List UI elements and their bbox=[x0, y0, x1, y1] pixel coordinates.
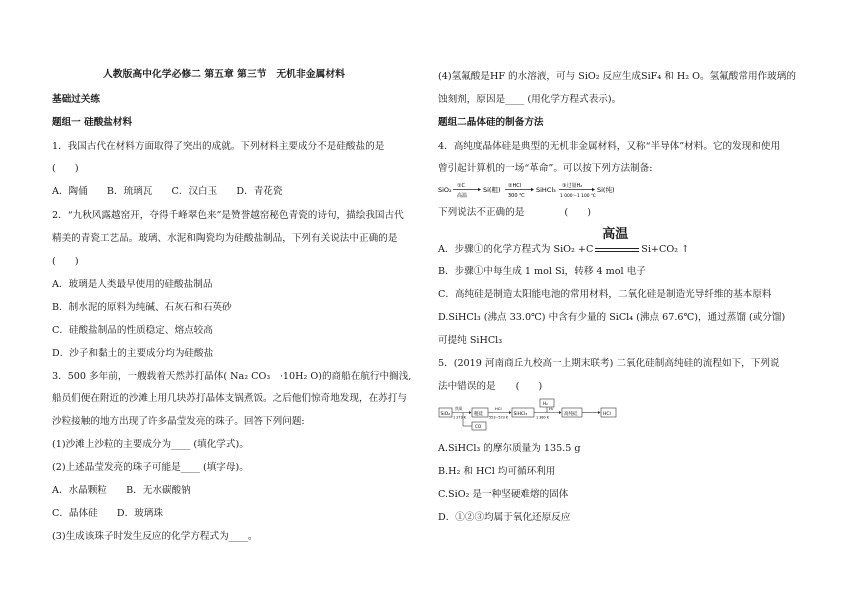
q4-question bbox=[438, 207, 591, 219]
q4-node-pure-si: Si(纯) bbox=[597, 186, 615, 194]
q5-arrowhead-2 bbox=[509, 411, 512, 414]
q5-node-h2: H₂ bbox=[543, 401, 548, 406]
q5-step2-reagent: HCl bbox=[495, 406, 502, 411]
q4-flow-diagram bbox=[438, 178, 618, 202]
q1-answer-paren: ( ) bbox=[52, 163, 79, 174]
q3-sub2: (2)上述晶莹发亮的珠子可能是____ (填字母)。 bbox=[52, 462, 249, 473]
q5-stem-line1: 5．(2019 河南商丘九校高一上期末联考) 二氧化硅制高纯硅的流程如下，下列说 bbox=[438, 358, 780, 369]
q4-option-a-left: A．步骤①的化学方程式为 SiO₂ +C bbox=[438, 244, 594, 255]
q5-option-a: A.SiHCl₃ 的摩尔质量为 135.5 g bbox=[438, 443, 581, 454]
q5-node-co: CO bbox=[475, 424, 482, 429]
q4-option-a-right: Si+CO₂ ↑ bbox=[641, 244, 690, 255]
q4-high-temp-label: 高温 bbox=[602, 227, 629, 242]
q2-option-b: B．制水泥的原料为纯碱、石灰石和石英砂 bbox=[52, 302, 232, 313]
q5-node-sio2: SiO₂ bbox=[440, 411, 450, 417]
q5-step3-reagent: H₂ bbox=[549, 406, 554, 411]
q4-step1-reagent: ①C bbox=[457, 183, 465, 189]
q4-step3-condition: 1 000～1 100 ℃ bbox=[560, 194, 596, 199]
q3-stem-line3: 沙粒接触的地方出现了许多晶莹发亮的珠子。回答下列问题: bbox=[52, 416, 305, 427]
q4-arrowhead-2 bbox=[531, 188, 534, 191]
q4-step2-condition: 300 ℃ bbox=[508, 193, 525, 199]
q5-node-pure: 高纯硅 bbox=[564, 411, 578, 417]
q1-stem: 1．我国古代在材料方面取得了突出的成就。下列材料主要成分不是硅酸盐的是 bbox=[52, 141, 385, 152]
q5-node-crude: 粗硅 bbox=[474, 411, 483, 417]
document-title: 人教版高中化学必修二 第五章 第三节 无机非金属材料 bbox=[103, 69, 345, 80]
q5-option-d: D．①②③均属于氧化还原反应 bbox=[438, 512, 571, 523]
q5-arrowhead-3 bbox=[559, 411, 562, 414]
q5-step3-condition: 1 380 K bbox=[536, 415, 550, 420]
q4-option-b: B．步骤①中每生成 1 mol Si，转移 4 mol 电子 bbox=[438, 266, 646, 277]
q3-stem-line1: 3．500 多年前，一艘载着天然苏打晶体( Na₂ CO₃ ·10H₂ O)的商船在航行中搁浅, bbox=[52, 371, 412, 382]
q5-option-c: C.SiO₂ 是一种坚硬难熔的固体 bbox=[438, 489, 569, 500]
q2-answer-paren: ( ) bbox=[52, 256, 79, 267]
q4-node-sihcl3: SiHCl₃ bbox=[536, 186, 556, 194]
q5-step2-condition: 553~573 K bbox=[489, 415, 509, 420]
q5-flow-diagram bbox=[438, 396, 620, 436]
q4-option-c: C．高纯硅是制造太阳能电池的常用材料，二氧化硅是制造光导纤维的基本原料 bbox=[438, 289, 772, 300]
section-heading: 基础过关练 bbox=[52, 94, 100, 105]
q4-option-d-line1: D.SiHCl₃ (沸点 33.0℃) 中含有少量的 SiCl₄ (沸点 67.6℃)，通过蒸馏 (或分馏) bbox=[438, 312, 786, 323]
q2-option-c: C．硅酸盐制品的性质稳定、熔点较高 bbox=[52, 325, 213, 336]
q5-node-hcl: HCl bbox=[603, 411, 611, 417]
q3-sub3: (3)生成该珠子时发生反应的化学方程式为____。 bbox=[52, 531, 258, 542]
q5-arrowhead-1 bbox=[469, 411, 472, 414]
q2-option-d: D．沙子和黏土的主要成分均为硅酸盐 bbox=[52, 348, 214, 359]
q4-stem-line1: 4．高纯度晶体硅是典型的无机非金属材料，又称“半导体”材料。它的发现和使用 bbox=[438, 141, 781, 152]
q4-arrowhead-3 bbox=[592, 188, 595, 191]
q4-step3-reagent: ③过量H₂ bbox=[562, 183, 583, 189]
q3-stem-line2: 船员们便在附近的沙滩上用几块苏打晶体支锅煮饭。之后他们惊奇地发现，在苏打与 bbox=[52, 393, 407, 404]
q5-option-b: B.H₂ 和 HCl 均可循环利用 bbox=[438, 466, 556, 477]
q3-sub4-line1: (4)氢氟酸是HF 的水溶液，可与 SiO₂ 反应生成SiF₄ 和 H₂ O。氢氟酸常用作玻璃的 bbox=[438, 71, 796, 82]
q4-node-crude-si: Si(粗) bbox=[483, 186, 501, 194]
q5-step1-condition: 1 273 K bbox=[453, 415, 467, 420]
q4-question-text: 下列说法不正确的是 bbox=[438, 207, 525, 218]
q4-step2-reagent: ②HCl bbox=[508, 183, 522, 189]
q3-options-ab: A．水晶颗粒 B．无水碳酸钠 bbox=[52, 485, 191, 496]
q4-step1-condition: 高温 bbox=[457, 193, 468, 199]
q5-stem-text: 法中错误的是 bbox=[438, 381, 496, 392]
q5-node-sihcl3: SiHCl₃ bbox=[513, 411, 528, 417]
q5-stem-line2 bbox=[438, 381, 542, 393]
q5-answer-paren: ( ) bbox=[515, 381, 543, 392]
q3-sub1: (1)沙滩上沙粒的主要成分为____ (填化学式)。 bbox=[52, 439, 249, 450]
q4-high-temp-equals bbox=[593, 227, 641, 256]
group-heading-1: 题组一 硅酸盐材料 bbox=[52, 117, 133, 128]
q5-step1-reagent: 焦炭 bbox=[455, 406, 463, 411]
q4-answer-paren: ( ) bbox=[564, 207, 592, 218]
q5-arrowhead-4 bbox=[598, 411, 601, 414]
q4-option-a bbox=[438, 227, 690, 256]
group-heading-2: 题组二晶体硅的制备方法 bbox=[438, 117, 544, 128]
q2-stem-line2: 精美的青瓷工艺品。玻璃、水泥和陶瓷均为硅酸盐制品，下列有关说法中正确的是 bbox=[52, 233, 398, 244]
q2-stem-line1: 2．“九秋风露越窑开，夺得千峰翠色来”是赞誉越窑秘色青瓷的诗句，描绘我国古代 bbox=[52, 210, 404, 221]
q1-options: A．陶俑 B．琉璃瓦 C．汉白玉 D．青花瓷 bbox=[52, 186, 283, 197]
q3-options-cd: C．晶体硅 D．玻璃珠 bbox=[52, 508, 163, 519]
q4-stem-line2: 曾引起计算机的一场“革命”。可以按下列方法制备: bbox=[438, 163, 653, 174]
q3-sub4-line2: 蚀刻剂，原因是____ (用化学方程式表示)。 bbox=[438, 94, 622, 105]
q4-node-sio2: SiO₂ bbox=[438, 186, 452, 194]
q4-option-d-line2: 可提纯 SiHCl₃ bbox=[438, 335, 503, 346]
q2-option-a: A．玻璃是人类最早使用的硅酸盐制品 bbox=[52, 279, 213, 290]
q4-arrowhead-1 bbox=[478, 188, 481, 191]
